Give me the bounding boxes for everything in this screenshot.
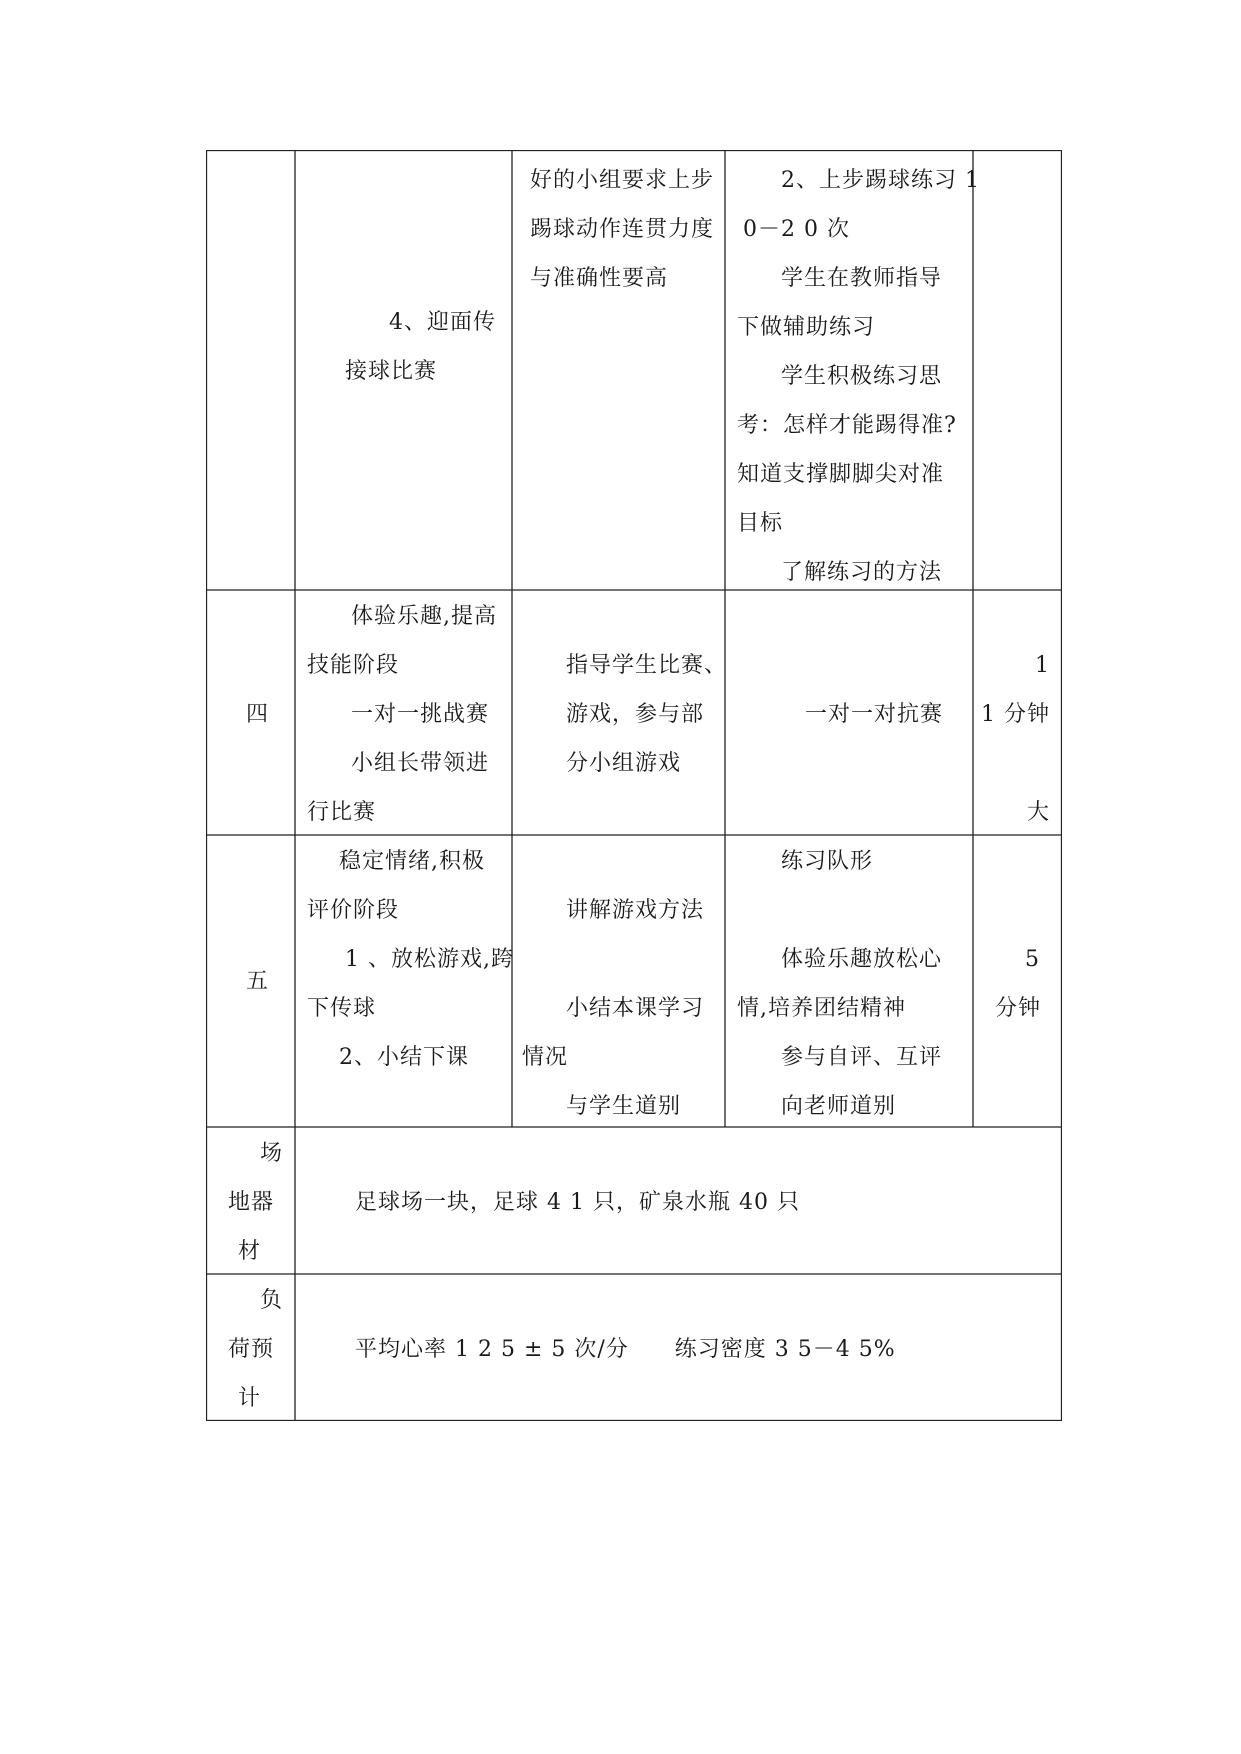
cell-teacher-five [512,886,725,1131]
activity-line: 下做辅助练习 [737,315,876,340]
stage-number-five [206,957,295,1006]
content-line: 4、迎面传 [389,310,496,335]
content-line: 体验乐趣,提高 [351,604,497,629]
content-line: 下传球 [307,996,377,1021]
cell-teacher-four [512,641,728,788]
cell-student-four [725,690,973,739]
teacher-line: 指导学生比赛、 [566,653,728,678]
venue-label-line: 场 [260,1141,284,1166]
activity-line: 考：怎样才能踢得准? [737,413,957,438]
venue-label-line: 材 [238,1239,262,1264]
activity-line: 学生在教师指导 [781,266,943,291]
venue-value [295,1178,1062,1227]
venue-label [206,1129,295,1276]
content-line: 1 、放松游戏,跨 [345,947,514,972]
cell-student-five [725,837,973,1131]
activity-line: 0－2 0 次 [743,217,850,242]
teacher-line: 游戏，参与部 [566,702,705,727]
student-line: 一对一对抗赛 [805,702,944,727]
activity-line: 知道支撑脚脚尖对准 [737,462,945,487]
student-line: 体验乐趣放松心 [781,947,943,972]
content-line: 技能阶段 [307,653,400,678]
load-label-line: 荷预 [228,1337,275,1362]
teacher-line: 讲解游戏方法 [566,898,705,923]
requirement-line: 好的小组要求上步 [530,168,715,193]
content-line: 稳定情绪,积极 [339,849,485,874]
cell-content-five [295,837,512,1082]
cell-content-four [295,592,512,837]
student-line: 向老师道别 [781,1094,897,1119]
requirement-line: 踢球动作连贯力度 [530,217,715,242]
teacher-line: 情况 [522,1045,569,1070]
student-line: 参与自评、互评 [781,1045,943,1070]
time-line: 5 [1025,947,1040,972]
activity-line: 目标 [737,511,784,536]
activity-line: 学生积极练习思 [781,364,943,389]
venue-label-line: 地器 [228,1190,275,1215]
load-intensity: 大 [1026,800,1050,825]
content-line: 小组长带领进 [351,751,490,776]
teacher-line: 与学生道别 [566,1094,682,1119]
student-line: 情,培养团结精神 [737,996,906,1021]
cell-content-continued [295,298,512,396]
activity-line: 了解练习的方法 [781,560,943,585]
load-label-line: 负 [260,1288,284,1313]
stage-label: 五 [246,969,270,994]
teacher-line: 小结本课学习 [566,996,705,1021]
cell-student-activity-continued [725,156,980,597]
content-line: 一对一挑战赛 [351,702,490,727]
venue-value-text: 足球场一块，足球 4 1 只，矿泉水瓶 40 只 [355,1190,800,1215]
student-line: 练习队形 [781,849,874,874]
content-line: 2、小结下课 [339,1045,469,1070]
cell-requirement-continued [512,156,725,303]
requirement-line: 与准确性要高 [530,266,669,291]
content-line: 评价阶段 [307,898,400,923]
stage-label: 四 [246,702,270,727]
lesson-plan-table [206,150,1062,1421]
load-estimate-label [206,1276,295,1423]
time-line: 1 [1035,653,1050,678]
activity-line: 2、上步踢球练习 1 [781,168,980,193]
time-line: 分钟 [995,996,1042,1021]
content-line: 接球比赛 [345,359,438,384]
load-label-line: 计 [238,1386,262,1411]
cell-time-four [973,641,1062,837]
teacher-line: 分小组游戏 [566,751,682,776]
stage-number-four [206,690,295,739]
load-estimate-text: 平均心率 1 2 5 ± 5 次/分 练习密度 3 5－4 5% [355,1337,896,1362]
time-line: 1 分钟 [981,702,1050,727]
content-line: 行比赛 [307,800,377,825]
cell-time-five [973,935,1062,1033]
load-estimate-value [295,1325,1062,1374]
